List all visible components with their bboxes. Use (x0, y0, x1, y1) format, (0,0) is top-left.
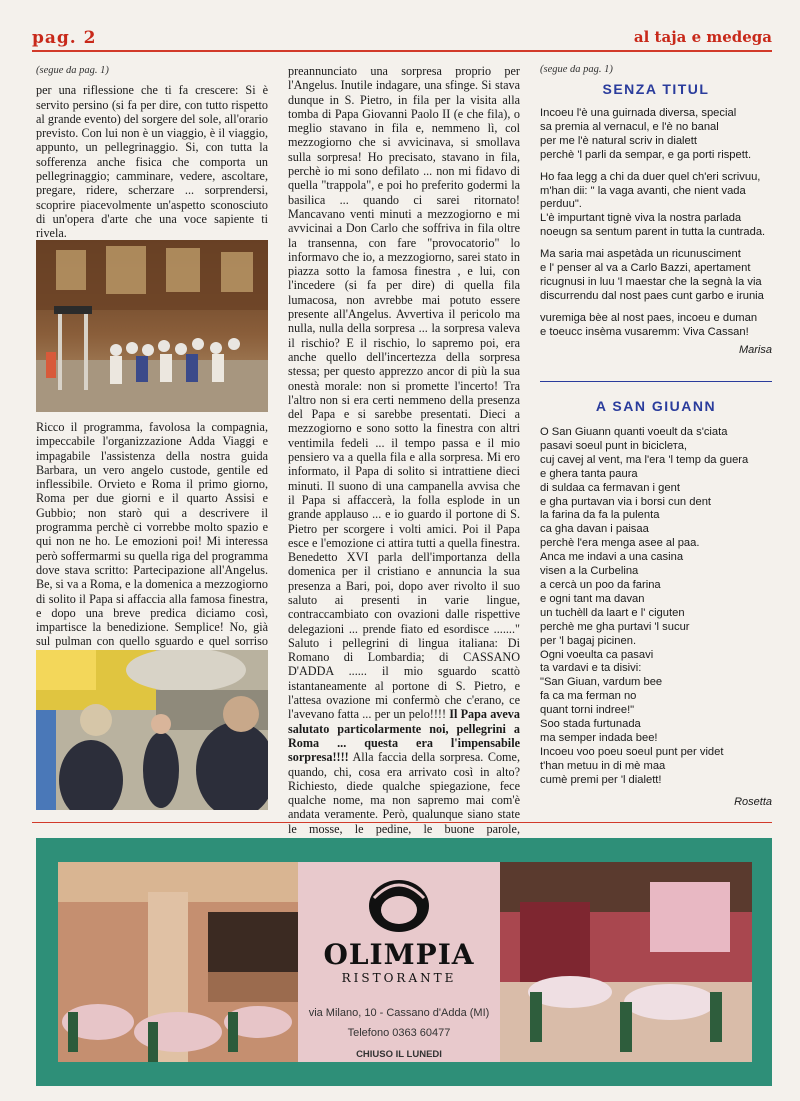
ad-info-panel (298, 862, 500, 1062)
continued-note: (segue da pag. 1) (36, 65, 109, 76)
poem-san-giuann (540, 426, 772, 788)
poem-line: O San Giuann quanti voeult da s'ciata (540, 426, 728, 438)
continued-note-right: (segue da pag. 1) (540, 64, 613, 75)
poem-line: Ma saria mai aspetàda un ricunusciment (540, 248, 741, 261)
poem-line: vuremiga bèe al nost paes, incoeu e duman (540, 311, 758, 324)
page-header (32, 28, 772, 52)
poem-line: e gha purtavan via i borsi cun dent (540, 495, 712, 508)
right-column (540, 64, 772, 356)
poem1-signature: Marisa (738, 343, 772, 356)
poem-line: un tuchèll da laart e l' ciguten (540, 606, 685, 619)
poem-line: per 'l bagaj picinen. (540, 634, 637, 647)
poem-line: Ogni voeulta ca pasavi (540, 648, 654, 661)
poem-line: t'han metuu in di mè maa (540, 759, 666, 772)
poem-line: perchè me gha purtavi 'l sucur (540, 620, 690, 633)
poem-line: perchè l'era menga asee al paa. (540, 537, 700, 550)
poem-line: "San Giuan, vardum bee (540, 676, 663, 689)
left-para-1: per una riflessione che ti fa crescere: Si è servito persino (si fa per dire, con tutto rispetto al grande evento) del sorgere del sole, all'orario previsto. Con lui non è un viaggio, è il viaggio, appunto, un pellegrinaggio. Si, con tutta la sofferenza anche fisica che comporta un pellegrinaggio; camminare, vedere, ascoltare, pregare, ridere, scherzare ... sorprendersi, scoprire piacevolmente un'aspetto sconosciuto di un'opera d'arte che una voce sapiente ti rivela. (36, 83, 268, 241)
poem-line: noeugn sa sentum parent in tutta la cuntrada. (540, 226, 766, 239)
poem-line: Ho faa legg a chi da duer quel ch'eri scrivuu, (540, 170, 761, 183)
poem-line: ta vardavi e ta disivi: (540, 662, 642, 675)
poem-line: per me l'è natural scriv in dialett (540, 134, 697, 147)
poem-line: ca gha davan i paisaa (540, 523, 649, 536)
middle-text-2: Alla faccia della sorpresa. Come, quando, chi, cosa era arrivato così in alto? Richiesto, diede qualche spiegazione, fece qualche nome, ma non sapremo mai com'è andata veramente. Però, qualunque siano state le mosse, le pedine, le buone parole, (288, 750, 520, 836)
poem-line: e toeucc insèma vusaremm: Viva Cassan! (540, 325, 749, 338)
poem-senza-titul (540, 107, 772, 340)
poem-line: L'è impurtant tignè viva la nostra parlada (540, 212, 742, 225)
group-photo (36, 650, 268, 810)
basilica-photo (36, 240, 268, 412)
poem1-stanza (540, 312, 772, 340)
ad-phone: Telefono 0363 60477 (347, 1027, 451, 1039)
poem-line: ma semper indada bee! (540, 731, 658, 744)
poem-title-senza-titul: SENZA TITUL (602, 81, 710, 97)
poem1-stanza (540, 107, 772, 163)
poem-line: quant torni indree!" (540, 704, 635, 717)
poem-line: m'han dii: " la vaga avanti, che nient vada perduu". (540, 184, 746, 211)
poem-line: Incoeu l'è una guirnada diversa, special (540, 107, 737, 119)
poem-line: fa ca ma ferman no (540, 690, 637, 703)
dining-room-photo-right (500, 862, 752, 1062)
ad-closed-day: CHIUSO IL LUNEDI (356, 1049, 442, 1060)
restaurant-ad (36, 838, 772, 1086)
page-number: pag. 2 (32, 28, 97, 48)
footer-divider (32, 822, 772, 823)
poem-line: sa premia al vernacul, e l'è no banal (540, 120, 719, 133)
poem-line: Anca me indavi a una casina (540, 551, 684, 564)
ad-address: via Milano, 10 - Cassano d'Adda (MI) (308, 1007, 490, 1019)
ad-subtitle: RISTORANTE (341, 971, 457, 985)
poem-line: discurrendu dal nost paes cunt garbo e irunia (540, 289, 764, 302)
poem-line: a cercà un poo da farina (540, 578, 661, 591)
left-para-2: Ricco il programma, favolosa la compagnia, impeccabile l'organizzazione Adda Viaggi e impagabile l'assistenza della nostra guida Barbara, un vero angelo custode, gentile ed inflessibile. Orvieto e Roma il primo giorno, Roma per due giorni e il quarto Assisi e Gubbio; non starò qui a descrivere il programma perchè ci vorrebbe molto spazio e qui non ne ho. Le emozioni poi! Mi interessa però soffermarmi su quella riga del programma dove stava scritto: Partecipazione all'Angelus. Be, si va a Roma, e la domenica a mezzogiorno di solito il Papa si affaccia alla famosa finestra, e dopo una breve predica diciamo così, impartisce la benedizione. Semplice! No, già sul pulman con quello sguardo e quel sorriso (36, 420, 268, 649)
poem2-signature: Rosetta (734, 795, 772, 808)
poem-line: e ghera tanta paura (540, 467, 638, 480)
poem-line: e l' penser al va a Carlo Bazzi, apertament (540, 262, 751, 275)
section-title: al taja e medega (633, 28, 772, 46)
poem-line: di suldaa ca fermavan i gent (540, 481, 680, 494)
middle-bold-text: Il Papa aveva salutato particolarmente noi, pellegrini a Roma ... questa era l'impensabile sorpresa!!!! (288, 707, 520, 765)
poem-separator (540, 381, 772, 382)
poem1-stanza (540, 171, 772, 241)
poem-line: e ogni tant ma davan (540, 592, 645, 605)
poem-line: perchè 'l parli da sempar, e ga porti rispett. (540, 148, 752, 161)
poem-line: pasavi soeul punt in biciclета, (540, 439, 688, 452)
ad-name: OLIMPIA (323, 938, 475, 971)
poem-line: visen a la Curbelina (540, 565, 639, 578)
dining-room-photo-left (58, 862, 298, 1062)
middle-column (288, 64, 520, 950)
poem-line: Soo stada furtunada (540, 718, 641, 731)
poem1-stanza (540, 248, 772, 304)
olimpia-logo-icon (364, 876, 434, 936)
left-column-lower (36, 420, 268, 663)
poem-line: cumè premi per 'l dialett! (540, 773, 662, 786)
middle-text-1: preannunciato una sorpresa proprio per l'Angelus. Inutile indagare, una sfinge. Si stava dunque in S. Pietro, in fila per la visita alla tomba di Papa Giovanni Paolo II (e che fila), o meglio stavano in fila e, nemmeno lì, col mezzogiorno che si avvicinava, si smollava sulla sorpresa! Ho precisato, stavano in fila, perchè io mi sono defilato ... non mi fidavo di quella "trappola", e poi ho preferito godermi la basilica ... quando ci sarei ritornato! Mancavano venti minuti a mezzogiorno e mi avvicinai a Don Carlo che soffriva in fila oltre la transenna, con fare "provocatorio" lo informavo che io, a mezzogiorno, sarei stato in piazza sotto la famosa finestra , e lui, con l'incedere (si fa per dire) di quella fila lumacosa, non avrebbe mai potuto essere presente all'Angelus. Avvertiva il pericolo ma nulla, nulla della sorpresa ... la sorpresa valeva il rischio? E il rischio, lo sapremo poi, era anche quello dell'incertezza della sorpresa stessa; per questo apprezzo ancor di più la sua onestà morale: non si promette l'incerto! Tra l'altro non si era certi nemmeno della presenza del Papa e si sarebbe presentati. Dieci a mezzogiorno e sono sotto la finestra con altri ventimila fedeli ... il tempo passa e il mio pensiero va a quella fila e alla sorpresa. Mi ero informato, il Papa di solito si intrattiene dieci minuti. Il suono di una campanella avvisa che il Papa si affaccerà, la folla esplode in un grande applauso ... e io guardo il portone di S. Pietro per scorgere i volti amici. Poi il Papa esce e l'emozione ci attira tutti a quella finestra. Benedetto XVI parla dell'importanza della domenica per il cristiano e annuncia la sua presenza a Bari, poi, dopo aver rivolto il suo saluto ai presenti in varie lingue, contraccambiato con ovazioni dalle rispettive delegazioni ... prende fiato ed esordisce ......." Saluto i pellegrini di lingua italiana: Di Romano di Lombardia; di CASSANO D'ADDA ...... il mio sguardo scattò istantaneamente al portone di S. Pietro, e l'attesa ovazione mi confermò che c'erano, ce l'avevano fatta ... per un pelo!!!! (288, 64, 520, 722)
poem-line: ricugnusi in luu 'l maestar che la segnà la via (540, 275, 762, 288)
poem-line: Incoeu voo poeu soeul punt per videt (540, 745, 724, 758)
left-column (36, 64, 268, 241)
poem-title-san-giuann: A SAN GIUANN (595, 398, 717, 414)
poem-line: cuj cavej al vent, ma l'era 'l temp da guera (540, 453, 749, 466)
poem-line: la farina da fa la pulenta (540, 509, 660, 522)
right-column-lower (540, 392, 772, 808)
